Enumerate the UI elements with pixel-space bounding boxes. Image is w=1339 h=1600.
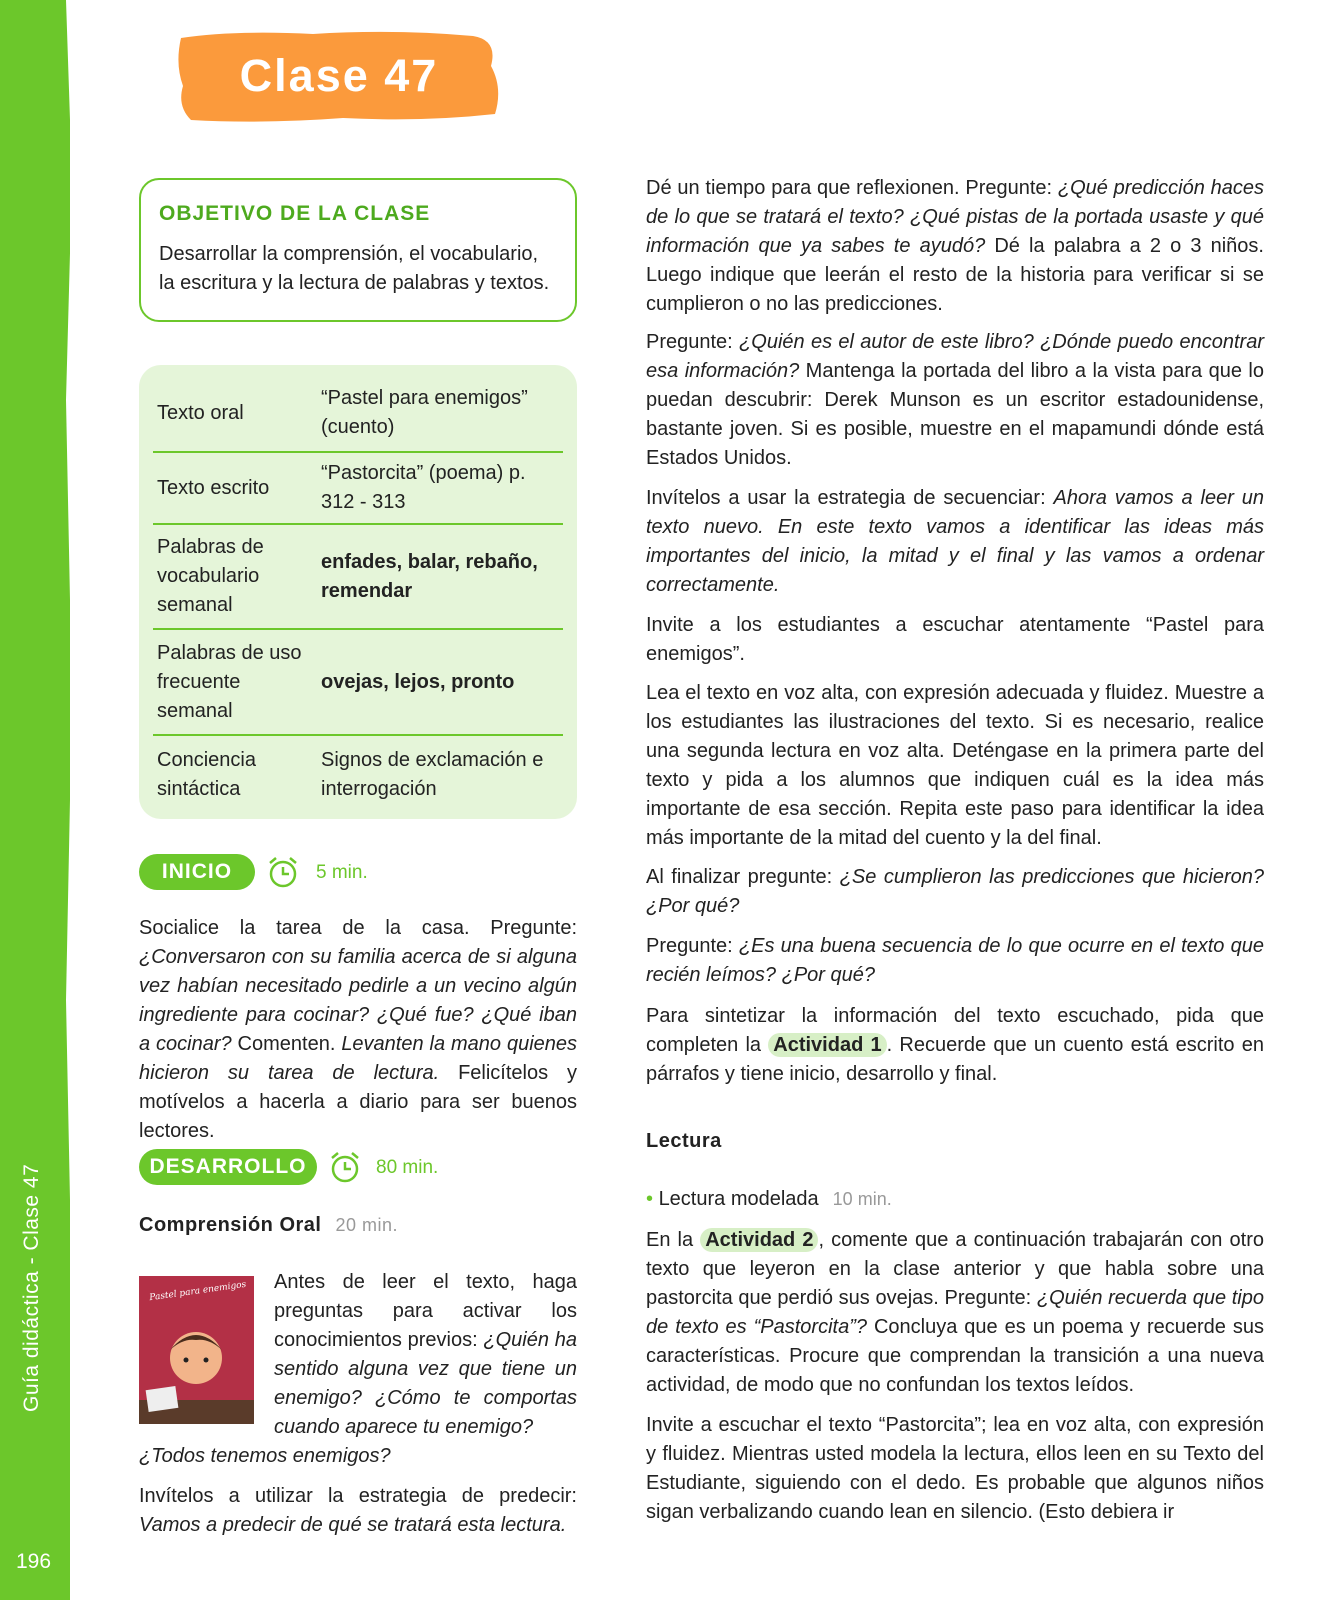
page-number: 196 bbox=[16, 1550, 52, 1573]
page-title: Clase 47 bbox=[239, 50, 439, 101]
right-paragraph-4: Invite a los estudiantes a escuchar atentamente “Pastel para enemigos”. bbox=[646, 614, 1264, 665]
right-paragraph-5: Lea el texto en voz alta, con expresión adecuada y fluidez. Muestre a los estudiantes las ilustraciones del texto. Si es necesario, realice una segunda lectura en voz alta. Deténgase en la primera parte del texto y pida a los alumnos que indiquen cuál es la idea más importante de esa sección. Repita este paso para identificar la idea más importante de la mitad del cuento y la del final. bbox=[646, 682, 1264, 849]
right-paragraph-3: Invítelos a usar la estrategia de secuenciar: Ahora vamos a leer un texto nuevo. En este texto vamos a identificar las ideas más importantes del inicio, la mitad y el final y las vamos a ordenar correctamente. bbox=[646, 487, 1264, 596]
table-key: Texto oral bbox=[157, 401, 244, 424]
comprension-paragraph: Antes de leer el texto, haga preguntas para activar los conocimientos previos: ¿Quién ha sentido alguna vez que tiene un enemigo? ¿Cómo te comportas cuando aparece tu enemigo? bbox=[274, 1271, 578, 1438]
inicio-minutes: 5 min. bbox=[316, 862, 368, 883]
right-paragraph-8: Para sintetizar la información del texto escuchado, pida que completen la Actividad 1 . Recuerde que un cuento está escrito en párrafos y tiene inicio, desarrollo y final. bbox=[646, 1005, 1264, 1085]
inicio-paragraph: Socialice la tarea de la casa. Pregunte: ¿Conversaron con su familia acerca de si alguna vez habían necesitado pedirle a un vecino algún ingrediente para cocinar? ¿Qué fue? ¿Qué iban a cocinar? Comenten. Levanten la mano quienes hicieron su tarea de lectura. Felicítelos y motívelos a hacerla a diario para ser buenos lectores. bbox=[139, 917, 578, 1142]
info-table bbox=[139, 365, 577, 819]
book-cover-title: Pastel para enemigos bbox=[148, 1279, 247, 1304]
table-row bbox=[153, 736, 563, 814]
objective-text: Desarrollar la comprensión, el vocabulario, la escritura y la lectura de palabras y textos. bbox=[159, 243, 550, 294]
table-value: ovejas, lejos, pronto bbox=[321, 670, 515, 693]
table-row bbox=[153, 525, 563, 630]
right-paragraph-7: Pregunte: ¿Es una buena secuencia de lo que ocurre en el texto que recién leímos? ¿Por qué? bbox=[646, 935, 1264, 986]
table-key: Texto escrito bbox=[157, 476, 270, 499]
objective-box bbox=[139, 178, 577, 322]
comprension-paragraph-end: ¿Todos tenemos enemigos? bbox=[139, 1445, 391, 1467]
table-value: Signos de exclamación e interrogación bbox=[321, 749, 544, 800]
table-key: Palabras de vocabulario semanal bbox=[157, 536, 264, 616]
sidebar-label: Guía didáctica - Clase 47 bbox=[20, 1163, 43, 1412]
table-row bbox=[153, 453, 563, 525]
table-row bbox=[153, 630, 563, 736]
table-key: Conciencia sintáctica bbox=[157, 749, 256, 800]
desarrollo-minutes: 80 min. bbox=[376, 1157, 439, 1178]
alarm-clock-icon bbox=[328, 1150, 362, 1184]
predecir-paragraph: Invítelos a utilizar la estrategia de predecir: Vamos a predecir de qué se tratará esta lectura. bbox=[139, 1485, 577, 1536]
right-paragraph-6: Al finalizar pregunte: ¿Se cumplieron las predicciones que hicieron? ¿Por qué? bbox=[646, 866, 1264, 917]
book-cover-image bbox=[139, 1276, 254, 1424]
alarm-clock-icon bbox=[266, 855, 300, 889]
table-row bbox=[153, 375, 563, 453]
inicio-badge: INICIO bbox=[139, 854, 255, 890]
lectura-bullet: • Lectura modelada 10 min. bbox=[646, 1188, 892, 1210]
comprension-heading: Comprensión Oral 20 min. bbox=[139, 1214, 399, 1236]
table-key: Palabras de uso frecuente semanal bbox=[157, 641, 302, 722]
class-title-banner bbox=[173, 26, 505, 126]
activity-1-link[interactable]: Actividad 1 bbox=[768, 1033, 886, 1057]
objective-heading: OBJETIVO DE LA CLASE bbox=[159, 202, 431, 225]
table-value: “Pastel para enemigos” (cuento) bbox=[321, 387, 528, 438]
right-paragraph-2: Pregunte: ¿Quién es el autor de este libro? ¿Dónde puedo encontrar esa información? Mantenga la portada del libro a la vista para que lo puedan descubrir: Derek Munson es un escritor estadounidense, bastante joven. Si es posible, muestre en el mapamundi dónde está Estados Unidos. bbox=[646, 331, 1264, 469]
right-paragraph-9: En la Actividad 2 , comente que a continuación trabajarán con otro texto que leyeron en la clase anterior y que habla sobre una pastorcita que perdió sus ovejas. Pregunte: ¿Quién recuerda que tipo de texto es “Pastorcita”? Concluya que es un poema y recuerde sus características. Procure que comprendan la transición a una nueva actividad, de modo que no confundan los textos leídos. bbox=[646, 1229, 1264, 1396]
table-value: “Pastorcita” (poema) p. 312 - 313 bbox=[321, 462, 526, 513]
lectura-heading: Lectura bbox=[646, 1130, 722, 1152]
activity-2-link[interactable]: Actividad 2 bbox=[700, 1228, 818, 1252]
right-paragraph-1: Dé un tiempo para que reflexionen. Pregunte: ¿Qué predicción haces de lo que se tratará el texto? ¿Qué pistas de la portada usaste y qué información que ya sabes te ayudó? Dé la palabra a 2 o 3 niños. Luego indique que leerán el resto de la historia para verificar si se cumplieron o no las predicciones. bbox=[646, 177, 1264, 315]
desarrollo-badge: DESARROLLO bbox=[139, 1149, 317, 1185]
right-paragraph-10: Invite a escuchar el texto “Pastorcita”; lea en voz alta, con expresión y fluidez. Mientras usted modela la lectura, ellos leen en su Texto del Estudiante, siguiendo con el dedo. Es probable que algunos niños sigan verbalizando cuando lean en silencio. (Esto debiera ir bbox=[646, 1414, 1264, 1523]
table-value: enfades, balar, rebaño, remendar bbox=[321, 550, 538, 602]
